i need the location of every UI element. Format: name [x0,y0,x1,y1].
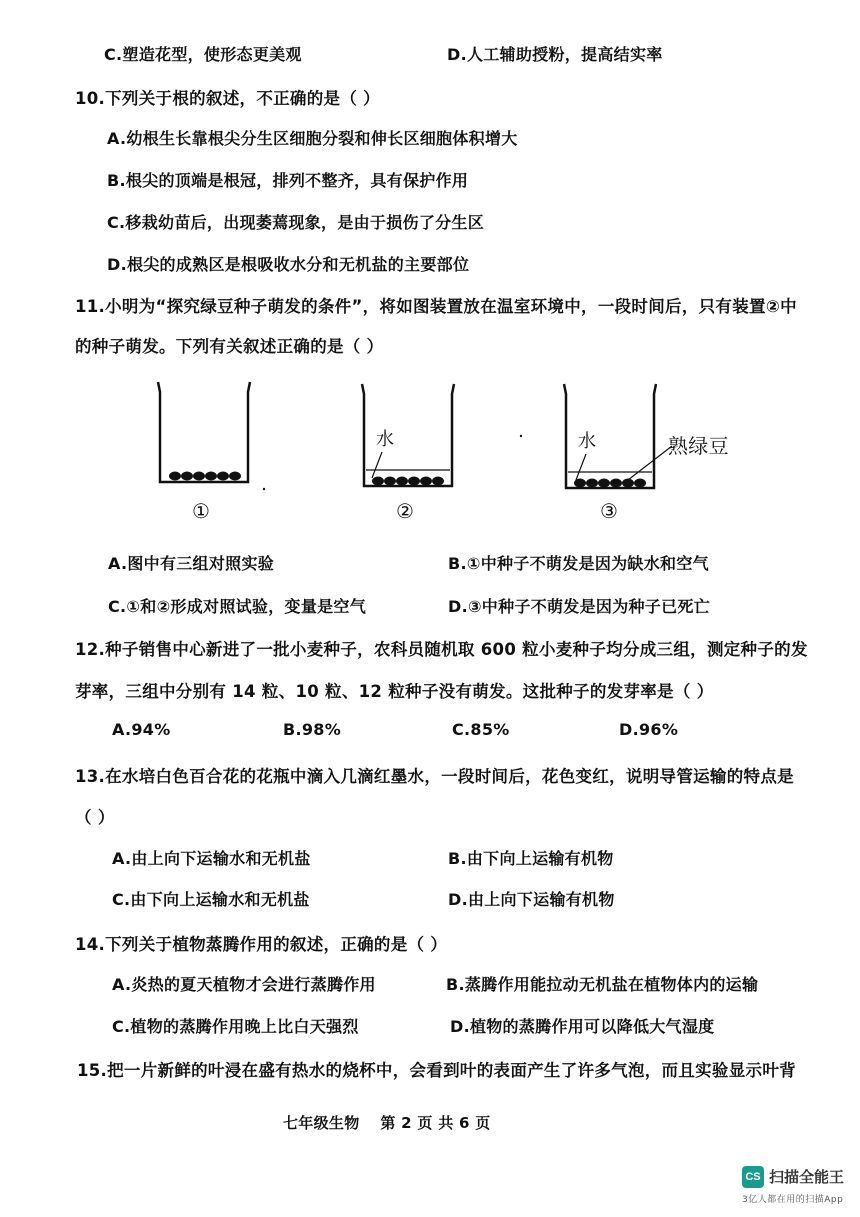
q14-option-c: C.植物的蒸腾作用晚上比白天强烈 [112,1017,359,1036]
q14-option-d: D.植物的蒸腾作用可以降低大气湿度 [450,1017,715,1036]
q13-option-d: D.由上向下运输有机物 [448,890,615,909]
q11-option-c: C.①和②形成对照试验，变量是空气 [108,597,367,616]
question-13-stem-line2: （ ） [75,808,115,827]
q12-option-b: B.98% [283,720,342,739]
q14-option-a: A.炎热的夏天植物才会进行蒸腾作用 [112,975,376,994]
q13-option-c: C.由下向上运输水和无机盐 [112,890,310,909]
q9-option-c: C.塑造花型，使形态更美观 [104,45,302,64]
question-11-stem-line2: 的种子萌发。下列有关叙述正确的是（ ） [75,337,384,356]
q13-option-a: A.由上向下运输水和无机盐 [112,849,311,868]
camscanner-tagline: 3亿人都在用的扫描App [742,1195,844,1205]
page-footer: 七年级生物 第 2 页 共 6 页 [283,1114,491,1132]
beaker-1 [158,382,250,482]
q11-option-b: B.①中种子不萌发是因为缺水和空气 [448,554,709,573]
beaker-3-water-label: 水 [578,431,597,452]
q12-option-c: C.85% [452,720,510,739]
question-12-stem-line1: 12.种子销售中心新进了一批小麦种子，农科员随机取 600 粒小麦种子均分成三组，测定种子的发 [75,640,808,659]
question-12-stem-line2: 芽率，三组中分别有 14 粒、10 粒、12 粒种子没有萌发。这批种子的发芽率是（ ） [75,682,714,701]
q10-option-c: C.移栽幼苗后，出现萎蔫现象，是由于损伤了分生区 [107,213,485,232]
q14-option-b: B.蒸腾作用能拉动无机盐在植物体内的运输 [446,975,759,994]
q10-option-b: B.根尖的顶端是根冠，排列不整齐，具有保护作用 [107,171,469,190]
beaker-3-cooked-beans-label: 熟绿豆 [668,434,729,458]
q11-option-a: A.图中有三组对照实验 [108,554,275,573]
q13-option-b: B.由下向上运输有机物 [448,849,614,868]
question-11-stem-line1: 11.小明为“探究绿豆种子萌发的条件”，将如图装置放在温室环境中，一段时间后，只有装置②中 [75,297,797,316]
q10-option-d: D.根尖的成熟区是根吸收水分和无机盐的主要部位 [107,255,470,274]
beaker-2-number: ② [396,499,415,523]
question-13-stem-line1: 13.在水培白色百合花的花瓶中滴入几滴红墨水，一段时间后，花色变红，说明导管运输的特点是 [75,767,794,786]
question-10-stem: 10.下列关于根的叙述，不正确的是（ ） [75,89,380,108]
camscanner-logo-icon: CS [742,1166,764,1188]
q12-option-d: D.96% [619,720,679,739]
q10-option-a: A.幼根生长靠根尖分生区细胞分裂和伸长区细胞体积增大 [107,129,518,148]
germination-experiment-figure [0,0,860,540]
beaker-1-number: ① [192,499,211,523]
beaker-2-water-label: 水 [376,429,395,450]
camscanner-name: 扫描全能王 [769,1168,845,1186]
beaker-3-number: ③ [600,499,619,523]
q9-option-d: D.人工辅助授粉，提高结实率 [447,45,663,64]
q12-option-a: A.94% [112,720,171,739]
q11-option-d: D.③中种子不萌发是因为种子已死亡 [448,597,711,616]
question-15-stem-line1: 15.把一片新鲜的叶浸在盛有热水的烧杯中，会看到叶的表面产生了许多气泡，而且实验显示叶背 [77,1061,796,1080]
question-14-stem: 14.下列关于植物蒸腾作用的叙述，正确的是（ ） [75,935,448,954]
